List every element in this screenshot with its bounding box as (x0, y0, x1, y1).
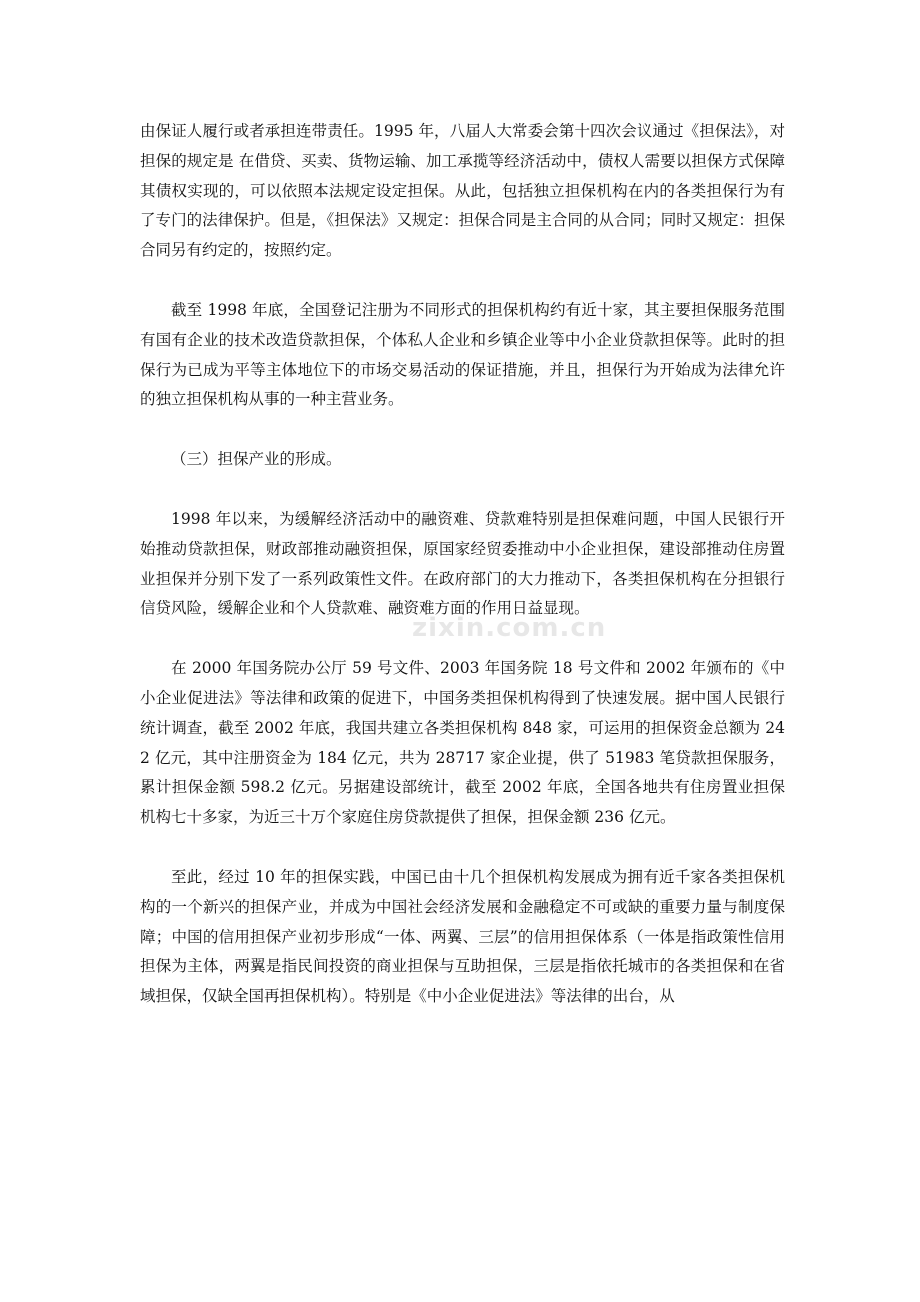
paragraph-since-1998: 1998 年以来，为缓解经济活动中的融资难、贷款难特别是担保难问题，中国人民银行开始推动贷款担保，财政部推动融资担保，原国家经贸委推动中小企业担保，建设部推动住房置业担保并分别下发了一系列政策性文件。在政府部门的大力推动下，各类担保机构在分担银行信贷风险，缓解企业和个人贷款难、融资难方面的作用日益显现。 (140, 509, 785, 618)
paragraph-gap (140, 475, 785, 505)
paragraph-1998-status: 截至 1998 年底，全国登记注册为不同形式的担保机构约有近十家，其主要担保服务范围有国有企业的技术改造贷款担保，个体私人企业和乡镇企业等中小企业贷款担保等。此时的担保行为已成为平等主体地位下的市场交易活动的保证措施，并且，担保行为开始成为法律允许的独立担保机构从事的一种主营业务。 (140, 300, 785, 409)
site-watermark: zixin.com.cn (412, 613, 607, 643)
paragraph-gap (140, 624, 785, 654)
section-heading: （三）担保产业的形成。 (171, 450, 342, 469)
paragraph-guarantee-law: 由保证人履行或者承担连带责任。1995 年，八届人大常委会第十四次会议通过《担保法》，对担保的规定是 在借贷、买卖、货物运输、加工承揽等经济活动中，债权人需要以担保方式保障其债权实现的，可以依照本法规定设定担保。从此，包括独立担保机构在内的各类担保行为有了专门的法律保护。但是，《担保法》又规定：担保合同是主合同的从合同；同时又规定：担保合同另有约定的，按照约定。 (140, 122, 785, 260)
paragraph-gap (140, 833, 785, 863)
paragraph-industry-formed: 至此，经过 10 年的担保实践，中国已由十几个担保机构发展成为拥有近千家各类担保机构的一个新兴的担保产业，并成为中国社会经济发展和金融稳定不可或缺的重要力量与制度保障；中国的信用担保产业初步形成“一体、两翼、三层”的信用担保体系（一体是指政策性信用担保为主体，两翼是指民间投资的商业担保与互助担保，三层是指依托城市的各类担保和在省域担保，仅缺全国再担保机构）。特别是《中小企业促进法》等法律的出台，从 (140, 867, 785, 1006)
paragraph-gap (140, 266, 785, 296)
paragraph-gap (140, 415, 785, 445)
paragraph-policy-growth: 在 2000 年国务院办公厅 59 号文件、2003 年国务院 18 号文件和 2002 年颁布的《中小企业促进法》等法律和政策的促进下，中国务类担保机构得到了快速发展。据中国人民银行统计调查，截至 2002 年底，我国共建立各类担保机构 848 家，可运用的担保资金总额为 242 亿元，其中注册资金为 184 亿元，共为 28717 家企业提，供了 51983 笔贷款担保服务，累计担保金额 598.2 亿元。另据建设部统计，截至 2002 年底，全国各地共有住房置业担保机构七十多家，为近三十万个家庭住房贷款提供了担保，担保金额 236 亿元。 (140, 659, 785, 827)
document-body (140, 117, 785, 1012)
